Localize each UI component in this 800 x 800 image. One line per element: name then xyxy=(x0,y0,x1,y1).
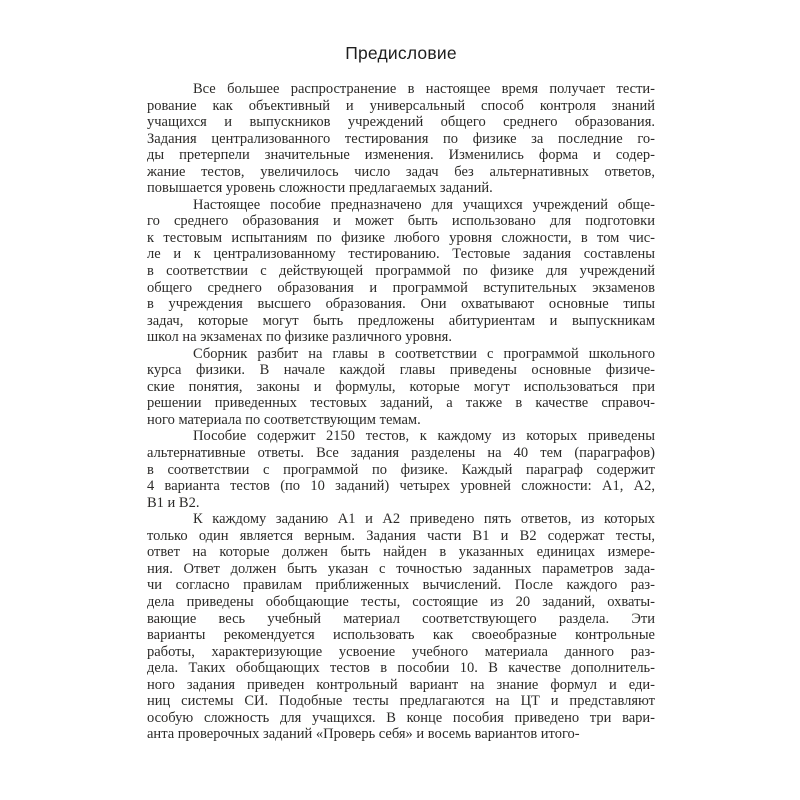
text-line: работы, характеризующие усвоение учебного материала данного раз- xyxy=(147,643,655,660)
text-line: жание тестов, увеличилось число задач без альтернативных ответов, xyxy=(147,163,655,180)
text-line: школ на экзаменах по физике различного уровня. xyxy=(147,329,452,346)
text-line: рование как объективный и универсальный способ контроля знаний xyxy=(147,97,655,114)
text-line: ного материала по соответствующим темам. xyxy=(147,411,421,428)
text-line: ного задания приведен контрольный вариант на знание формул и еди- xyxy=(147,676,655,693)
text-line: в соответствии с действующей программой по физике для учреждений xyxy=(147,263,655,280)
text-line: чи согласно правилам приближенных вычислений. После каждого раз- xyxy=(147,577,655,594)
text-line: ские понятия, законы и формулы, которые могут использоваться при xyxy=(147,378,655,395)
text-line: Пособие содержит 2150 тестов, к каждому из которых приведены xyxy=(193,428,655,445)
text-line: Все большее распространение в настоящее время получает тести- xyxy=(193,81,655,97)
text-line: дела приведены обобщающие тесты, состоящие из 20 заданий, охваты- xyxy=(147,593,655,610)
text-line: К каждому заданию А1 и А2 приведено пять ответов, из которых xyxy=(193,511,655,528)
text-line: В1 и В2. xyxy=(147,494,200,511)
text-line: 4 варианта тестов (по 10 заданий) четырех уровней сложности: А1, А2, xyxy=(147,478,655,495)
text-line: Сборник разбит на главы в соответствии с программой школьного xyxy=(193,345,655,362)
text-line: только один является верным. Задания части В1 и В2 содержат тесты, xyxy=(147,527,655,544)
text-line: ды претерпели значительные изменения. Изменились форма и содер- xyxy=(147,147,655,164)
text-line: вающие весь учебный материал соответствующего раздела. Эти xyxy=(147,610,655,627)
text-line: варианты рекомендуется использовать как своеобразные контрольные xyxy=(147,627,655,644)
text-line: альтернативные ответы. Все задания разделены на 40 тем (параграфов) xyxy=(147,445,655,462)
text-line: ле и к централизованному тестированию. Тестовые задания составлены xyxy=(147,246,655,263)
text-line: Настоящее пособие предназначено для учащихся учреждений обще- xyxy=(193,196,655,213)
text-line: ответ на которые должен быть найден в указанных единицах измере- xyxy=(147,544,655,561)
text-line: учащихся и выпускников учреждений общего среднего образования. xyxy=(147,114,655,131)
text-line: анта проверочных заданий «Проверь себя» и восемь вариантов итого- xyxy=(147,726,580,743)
text-line: дела. Таких обобщающих тестов в пособии 10. В качестве дополнитель- xyxy=(147,660,655,677)
preface-body xyxy=(147,81,655,743)
text-line: повышается уровень сложности предлагаемых заданий. xyxy=(147,180,493,197)
text-line: в соответствии с программой по физике. Каждый параграф содержит xyxy=(147,461,655,478)
text-line: курса физики. В начале каждой главы приведены основные физиче- xyxy=(147,362,655,379)
text-line: ния. Ответ должен быть указан с точностью заданных параметров зада- xyxy=(147,560,655,577)
text-line: общего среднего образования и программой вступительных экзаменов xyxy=(147,279,655,296)
text-line: Задания централизованного тестирования по физике за последние го- xyxy=(147,130,655,147)
text-line: особую сложность для учащихся. В конце пособия приведено три вари- xyxy=(147,709,655,726)
text-line: к тестовым испытаниям по физике любого уровня сложности, в том чис- xyxy=(147,229,655,246)
page-title: Предисловие xyxy=(345,43,457,63)
text-line: задач, которые могут быть предложены абитуриентам и выпускникам xyxy=(147,312,655,329)
text-line: решении приведенных тестовых заданий, а также в качестве справоч- xyxy=(147,395,655,412)
text-line: го среднего образования и может быть использовано для подготовки xyxy=(147,213,655,230)
text-line: в учреждения высшего образования. Они охватывают основные типы xyxy=(147,296,655,313)
text-line: ниц системы СИ. Подобные тесты предлагаются на ЦТ и представляют xyxy=(147,693,655,710)
